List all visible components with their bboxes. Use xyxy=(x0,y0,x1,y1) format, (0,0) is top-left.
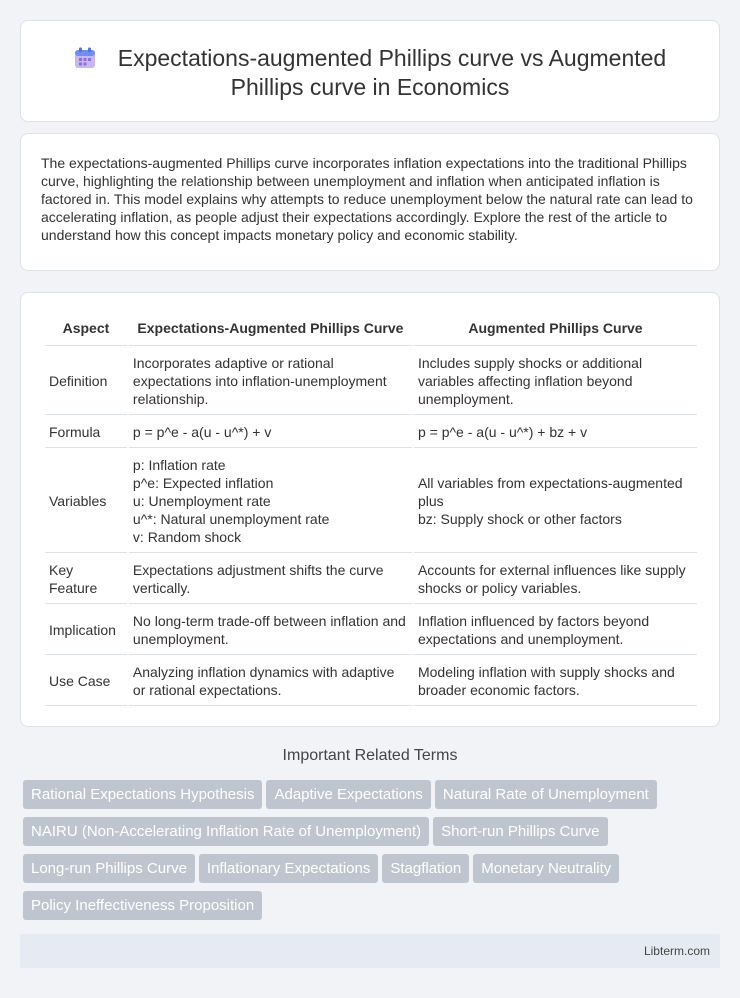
row-eapc: Incorporates adaptive or rational expectations into inflation-unemployment relationship. xyxy=(129,348,412,415)
footer-site-link[interactable]: Libterm.com xyxy=(643,944,710,958)
row-apc: Modeling inflation with supply shocks and broader economic factors. xyxy=(414,657,697,706)
row-eapc: p = p^e - a(u - u^*) + v xyxy=(129,417,412,448)
related-terms-list xyxy=(23,780,723,928)
table-row xyxy=(45,348,697,415)
table-row xyxy=(45,606,697,655)
footer xyxy=(20,934,720,968)
page-title xyxy=(21,44,719,102)
comparison-table xyxy=(43,309,699,708)
row-eapc: No long-term trade-off between inflation and unemployment. xyxy=(129,606,412,655)
row-eapc: Expectations adjustment shifts the curve vertically. xyxy=(129,555,412,604)
row-aspect: Implication xyxy=(45,606,127,655)
related-term-tag[interactable]: Monetary Neutrality xyxy=(473,854,619,883)
related-term-tag[interactable]: Inflationary Expectations xyxy=(199,854,378,883)
intro-card xyxy=(20,133,720,271)
table-row xyxy=(45,417,697,448)
table-header-row xyxy=(45,311,697,346)
table-row xyxy=(45,450,697,553)
table-row xyxy=(45,555,697,604)
related-term-tag[interactable]: Rational Expectations Hypothesis xyxy=(23,780,262,809)
row-apc: p = p^e - a(u - u^*) + bz + v xyxy=(414,417,697,448)
row-eapc: Analyzing inflation dynamics with adaptive or rational expectations. xyxy=(129,657,412,706)
row-aspect: Definition xyxy=(45,348,127,415)
table-row xyxy=(45,657,697,706)
related-term-tag[interactable]: Short-run Phillips Curve xyxy=(433,817,607,846)
row-apc: Includes supply shocks or additional variables affecting inflation beyond unemployment. xyxy=(414,348,697,415)
title-line-2: Phillips curve in Economics xyxy=(230,74,510,100)
intro-paragraph: The expectations-augmented Phillips curve incorporates inflation expectations into the traditional Phillips curve, highlighting the relationship between unemployment and inflation when anticipated inflation is factored in. This model explains why attempts to reduce unemployment below the natural rate can lead to accelerating inflation, as people adjust their expectations accordingly. Explore the rest of the article to understand how this concept impacts monetary policy and economic stability. xyxy=(41,155,693,243)
row-apc: All variables from expectations-augmented plus bz: Supply shock or other factors xyxy=(414,450,697,553)
related-term-tag[interactable]: Policy Ineffectiveness Proposition xyxy=(23,891,262,920)
title-card xyxy=(20,20,720,122)
row-aspect: Variables xyxy=(45,450,127,553)
row-eapc: p: Inflation rate p^e: Expected inflation u: Unemployment rate u^*: Natural unemployment rate v: Random shock xyxy=(129,450,412,553)
row-aspect: Use Case xyxy=(45,657,127,706)
related-term-tag[interactable]: Long-run Phillips Curve xyxy=(23,854,195,883)
comparison-card xyxy=(20,292,720,727)
row-aspect: Key Feature xyxy=(45,555,127,604)
header-aspect: Aspect xyxy=(45,311,127,346)
header-apc: Augmented Phillips Curve xyxy=(414,311,697,346)
row-aspect: Formula xyxy=(45,417,127,448)
calendar-icon xyxy=(74,47,96,69)
row-apc: Inflation influenced by factors beyond expectations and unemployment. xyxy=(414,606,697,655)
related-term-tag[interactable]: Natural Rate of Unemployment xyxy=(435,780,657,809)
related-term-tag[interactable]: NAIRU (Non-Accelerating Inflation Rate of Unemployment) xyxy=(23,817,429,846)
header-eapc: Expectations-Augmented Phillips Curve xyxy=(129,311,412,346)
related-term-tag[interactable]: Adaptive Expectations xyxy=(266,780,430,809)
title-line-1: Expectations-augmented Phillips curve vs Augmented xyxy=(117,45,667,71)
row-apc: Accounts for external influences like supply shocks or policy variables. xyxy=(414,555,697,604)
related-terms-title: Important Related Terms xyxy=(282,747,458,764)
related-term-tag[interactable]: Stagflation xyxy=(382,854,469,883)
